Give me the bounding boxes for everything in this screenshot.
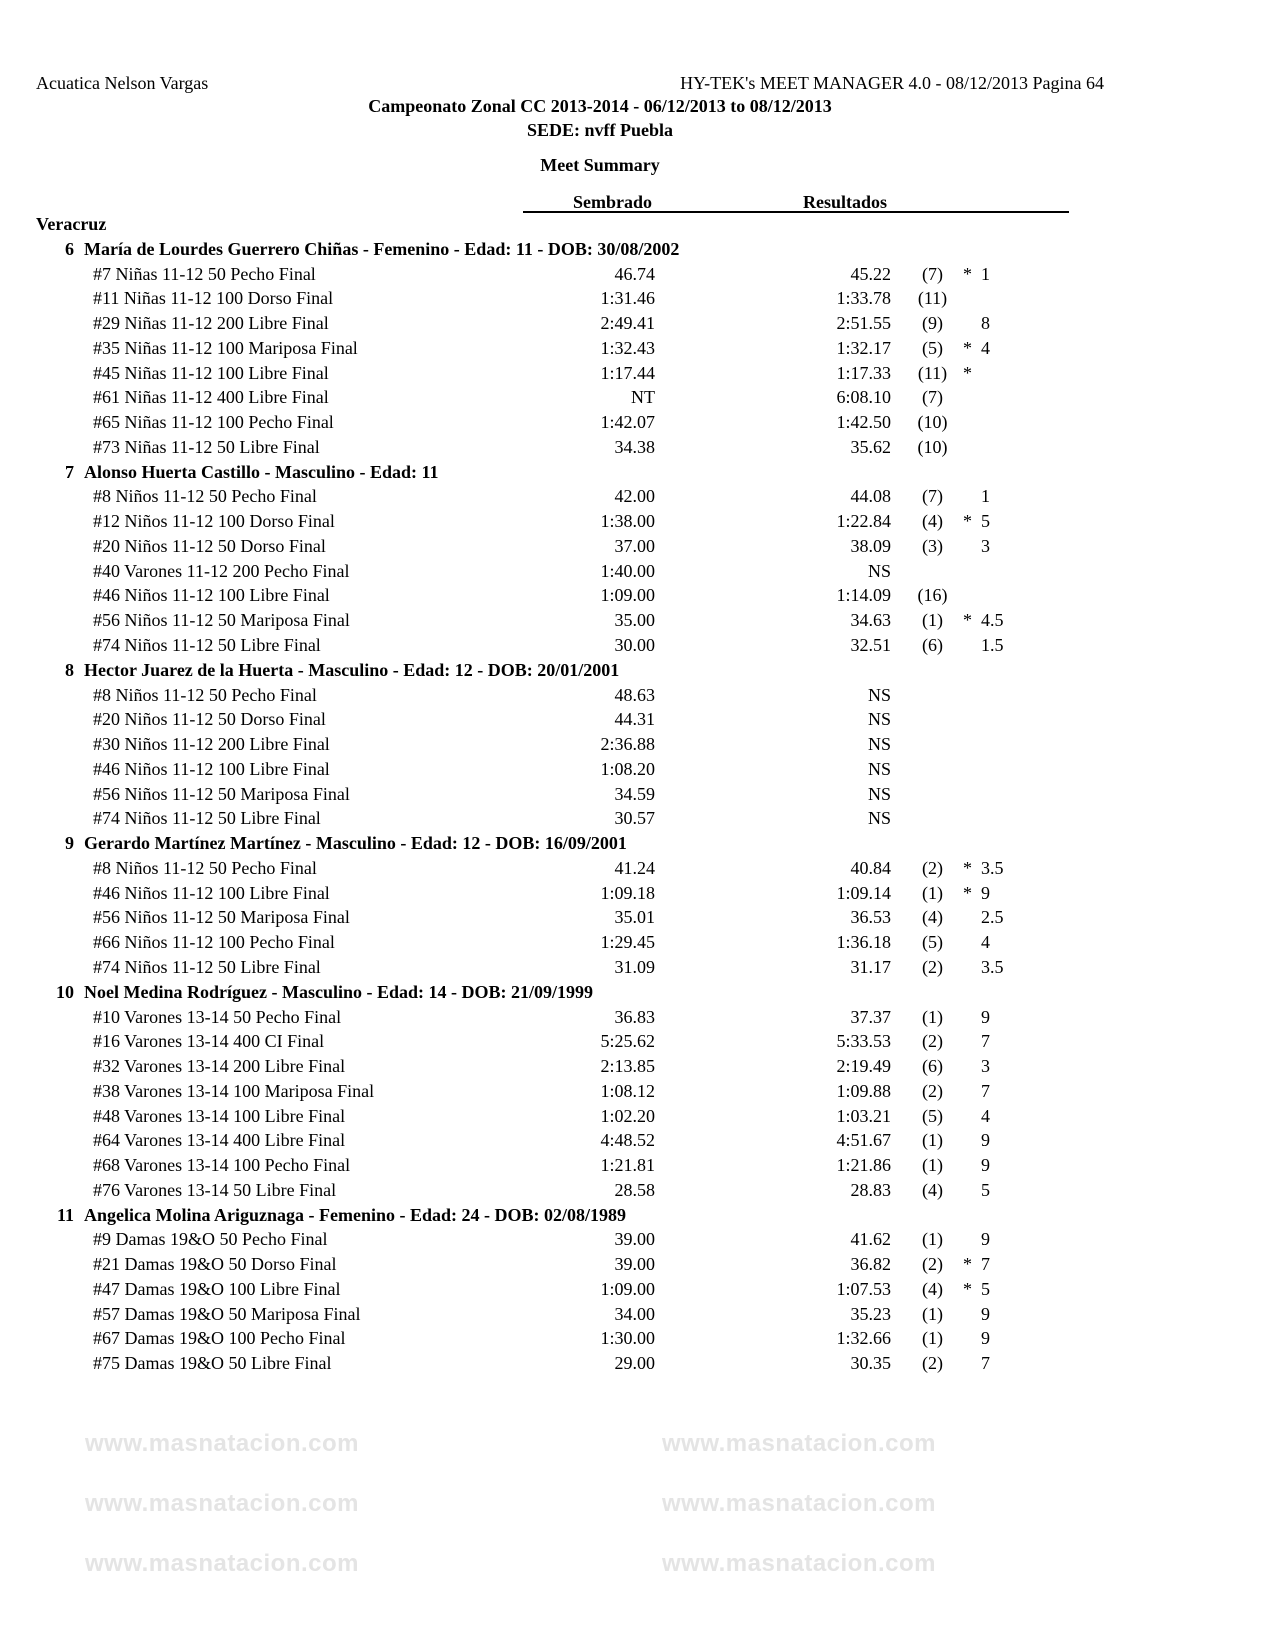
result-time: 34.63 bbox=[850, 610, 891, 631]
seed-time: 34.59 bbox=[614, 783, 655, 804]
swimmer-info: María de Lourdes Guerrero Chiñas - Femenino - Edad: 11 - DOB: 30/08/2002 bbox=[84, 238, 680, 259]
result-time: 38.09 bbox=[850, 535, 891, 556]
place: (1) bbox=[922, 882, 943, 903]
table-row bbox=[0, 484, 1275, 509]
result-time: NS bbox=[867, 758, 891, 779]
place: (5) bbox=[922, 932, 943, 953]
seed-time: 39.00 bbox=[614, 1254, 655, 1275]
seed-time: 34.00 bbox=[614, 1303, 655, 1324]
improvement-mark: * bbox=[963, 610, 972, 631]
place: (1) bbox=[922, 1130, 943, 1151]
points: 1 bbox=[981, 263, 990, 284]
seed-time: 2:13.85 bbox=[600, 1056, 655, 1077]
table-row bbox=[0, 262, 1275, 287]
place: (4) bbox=[922, 907, 943, 928]
table-row bbox=[0, 757, 1275, 782]
table-row bbox=[0, 1054, 1275, 1079]
event-name: #65 Niñas 11-12 100 Pecho Final bbox=[93, 412, 334, 433]
table-row bbox=[0, 707, 1275, 732]
points: 4 bbox=[981, 932, 990, 953]
event-name: #32 Varones 13-14 200 Libre Final bbox=[93, 1056, 346, 1077]
result-time: 36.82 bbox=[850, 1254, 891, 1275]
event-name: #45 Niñas 11-12 100 Libre Final bbox=[93, 362, 329, 383]
place: (4) bbox=[922, 1179, 943, 1200]
place: (2) bbox=[922, 1031, 943, 1052]
event-name: #29 Niñas 11-12 200 Libre Final bbox=[93, 313, 329, 334]
result-time: 1:22.84 bbox=[836, 511, 891, 532]
place: (6) bbox=[922, 635, 943, 656]
swimmer-info: Alonso Huerta Castillo - Masculino - Edad: 11 bbox=[84, 461, 439, 482]
result-time: 1:17.33 bbox=[836, 362, 891, 383]
event-name: #47 Damas 19&O 100 Libre Final bbox=[93, 1278, 341, 1299]
points: 1.5 bbox=[981, 635, 1004, 656]
place: (2) bbox=[922, 1353, 943, 1374]
place: (7) bbox=[922, 387, 943, 408]
table-row bbox=[0, 633, 1275, 658]
event-name: #20 Niños 11-12 50 Dorso Final bbox=[93, 535, 326, 556]
report-title: Meet Summary bbox=[540, 155, 660, 175]
table-row bbox=[0, 806, 1275, 831]
swimmer-number: 7 bbox=[65, 461, 74, 482]
place: (3) bbox=[922, 535, 943, 556]
improvement-mark: * bbox=[963, 882, 972, 903]
swimmer-header bbox=[0, 658, 1275, 683]
event-name: #8 Niños 11-12 50 Pecho Final bbox=[93, 486, 317, 507]
result-time: 1:36.18 bbox=[836, 932, 891, 953]
seed-time: 46.74 bbox=[614, 263, 655, 284]
points: 9 bbox=[981, 1303, 990, 1324]
points: 9 bbox=[981, 882, 990, 903]
event-name: #11 Niñas 11-12 100 Dorso Final bbox=[93, 288, 334, 309]
place: (7) bbox=[922, 486, 943, 507]
result-time: 1:42.50 bbox=[836, 412, 891, 433]
table-row bbox=[0, 782, 1275, 807]
table-row bbox=[0, 1104, 1275, 1129]
event-name: #46 Niños 11-12 100 Libre Final bbox=[93, 882, 330, 903]
table-row bbox=[0, 955, 1275, 980]
points: 9 bbox=[981, 1006, 990, 1027]
event-name: #57 Damas 19&O 50 Mariposa Final bbox=[93, 1303, 361, 1324]
improvement-mark: * bbox=[963, 263, 972, 284]
place: (1) bbox=[922, 1229, 943, 1250]
result-time: 44.08 bbox=[850, 486, 891, 507]
points: 9 bbox=[981, 1328, 990, 1349]
result-time: 1:09.14 bbox=[836, 882, 891, 903]
event-name: #61 Niñas 11-12 400 Libre Final bbox=[93, 387, 329, 408]
table-row bbox=[0, 930, 1275, 955]
seed-time: 41.24 bbox=[614, 857, 655, 878]
watermark: www.masnatacion.com bbox=[85, 1550, 360, 1577]
table-row bbox=[0, 732, 1275, 757]
event-name: #48 Varones 13-14 100 Libre Final bbox=[93, 1105, 346, 1126]
result-time: 1:14.09 bbox=[836, 585, 891, 606]
seed-time: 35.01 bbox=[614, 907, 655, 928]
place: (2) bbox=[922, 1254, 943, 1275]
event-name: #46 Niños 11-12 100 Libre Final bbox=[93, 585, 330, 606]
result-time: 1:09.88 bbox=[836, 1080, 891, 1101]
table-row bbox=[0, 856, 1275, 881]
result-time: 36.53 bbox=[850, 907, 891, 928]
event-name: #73 Niñas 11-12 50 Libre Final bbox=[93, 436, 320, 457]
watermark: www.masnatacion.com bbox=[85, 1490, 360, 1517]
swimmer-info: Noel Medina Rodríguez - Masculino - Edad: 14 - DOB: 21/09/1999 bbox=[84, 981, 593, 1002]
place: (10) bbox=[917, 436, 948, 457]
event-name: #56 Niños 11-12 50 Mariposa Final bbox=[93, 907, 350, 928]
improvement-mark: * bbox=[963, 511, 972, 532]
table-row bbox=[0, 1351, 1275, 1376]
seed-time: 1:09.00 bbox=[600, 585, 655, 606]
seed-time: NT bbox=[631, 387, 655, 408]
seed-time: 1:21.81 bbox=[600, 1155, 655, 1176]
table-row bbox=[0, 905, 1275, 930]
swimmer-header bbox=[0, 980, 1275, 1005]
watermark: www.masnatacion.com bbox=[85, 1430, 360, 1457]
column-header-seed: Sembrado bbox=[572, 192, 652, 212]
result-time: NS bbox=[867, 709, 891, 730]
swimmer-header bbox=[0, 460, 1275, 485]
points: 9 bbox=[981, 1229, 990, 1250]
table-row bbox=[0, 361, 1275, 386]
improvement-mark: * bbox=[963, 857, 972, 878]
table-row bbox=[0, 1128, 1275, 1153]
result-time: 6:08.10 bbox=[836, 387, 891, 408]
event-name: #74 Niños 11-12 50 Libre Final bbox=[93, 635, 321, 656]
table-row bbox=[0, 608, 1275, 633]
seed-time: 1:30.00 bbox=[600, 1328, 655, 1349]
event-name: #38 Varones 13-14 100 Mariposa Final bbox=[93, 1080, 375, 1101]
place: (5) bbox=[922, 1105, 943, 1126]
table-row bbox=[0, 286, 1275, 311]
table-row bbox=[0, 1302, 1275, 1327]
table-row bbox=[0, 509, 1275, 534]
event-name: #12 Niños 11-12 100 Dorso Final bbox=[93, 511, 335, 532]
points: 5 bbox=[981, 1179, 990, 1200]
result-time: 1:03.21 bbox=[836, 1105, 891, 1126]
seed-time: 39.00 bbox=[614, 1229, 655, 1250]
seed-time: 1:31.46 bbox=[600, 288, 655, 309]
points: 4.5 bbox=[981, 610, 1004, 631]
event-name: #30 Niños 11-12 200 Libre Final bbox=[93, 734, 330, 755]
place: (9) bbox=[922, 313, 943, 334]
watermark: www.masnatacion.com bbox=[662, 1550, 937, 1577]
table-row bbox=[0, 534, 1275, 559]
place: (1) bbox=[922, 1006, 943, 1027]
result-time: 35.23 bbox=[850, 1303, 891, 1324]
event-name: #66 Niños 11-12 100 Pecho Final bbox=[93, 932, 335, 953]
swimmer-info: Hector Juarez de la Huerta - Masculino - Edad: 12 - DOB: 20/01/2001 bbox=[84, 659, 620, 680]
seed-time: 1:08.20 bbox=[600, 758, 655, 779]
event-name: #35 Niñas 11-12 100 Mariposa Final bbox=[93, 337, 358, 358]
points: 9 bbox=[981, 1155, 990, 1176]
table-row bbox=[0, 1178, 1275, 1203]
place: (1) bbox=[922, 610, 943, 631]
points: 9 bbox=[981, 1130, 990, 1151]
seed-time: 44.31 bbox=[614, 709, 655, 730]
place: (5) bbox=[922, 337, 943, 358]
event-name: #40 Varones 11-12 200 Pecho Final bbox=[93, 560, 350, 581]
watermark: www.masnatacion.com bbox=[662, 1490, 937, 1517]
table-row bbox=[0, 1277, 1275, 1302]
table-row bbox=[0, 1079, 1275, 1104]
place: (1) bbox=[922, 1155, 943, 1176]
seed-time: 29.00 bbox=[614, 1353, 655, 1374]
swimmer-header bbox=[0, 237, 1275, 262]
place: (1) bbox=[922, 1328, 943, 1349]
table-row bbox=[0, 336, 1275, 361]
seed-time: 30.57 bbox=[614, 808, 655, 829]
result-time: 30.35 bbox=[850, 1353, 891, 1374]
table-row bbox=[0, 1153, 1275, 1178]
event-name: #46 Niños 11-12 100 Libre Final bbox=[93, 758, 330, 779]
seed-time: 1:40.00 bbox=[600, 560, 655, 581]
swimmer-header bbox=[0, 831, 1275, 856]
table-row bbox=[0, 1005, 1275, 1030]
place: (6) bbox=[922, 1056, 943, 1077]
seed-time: 28.58 bbox=[614, 1179, 655, 1200]
points: 8 bbox=[981, 313, 990, 334]
result-time: 32.51 bbox=[850, 635, 891, 656]
points: 3 bbox=[981, 535, 990, 556]
result-time: 2:19.49 bbox=[836, 1056, 891, 1077]
seed-time: 1:38.00 bbox=[600, 511, 655, 532]
place: (2) bbox=[922, 857, 943, 878]
result-time: NS bbox=[867, 684, 891, 705]
points: 4 bbox=[981, 337, 990, 358]
result-time: 4:51.67 bbox=[836, 1130, 891, 1151]
event-name: #20 Niños 11-12 50 Dorso Final bbox=[93, 709, 326, 730]
watermark: www.masnatacion.com bbox=[662, 1430, 937, 1457]
points: 5 bbox=[981, 511, 990, 532]
place: (16) bbox=[917, 585, 948, 606]
seed-time: 31.09 bbox=[614, 956, 655, 977]
event-name: #10 Varones 13-14 50 Pecho Final bbox=[93, 1006, 342, 1027]
column-header-results: Resultados bbox=[802, 192, 887, 212]
points: 1 bbox=[981, 486, 990, 507]
points: 7 bbox=[981, 1080, 990, 1101]
event-name: #75 Damas 19&O 50 Libre Final bbox=[93, 1353, 332, 1374]
improvement-mark: * bbox=[963, 1254, 972, 1275]
seed-time: 1:09.18 bbox=[600, 882, 655, 903]
seed-time: 30.00 bbox=[614, 635, 655, 656]
table-row bbox=[0, 311, 1275, 336]
seed-time: 34.38 bbox=[614, 436, 655, 457]
place: (11) bbox=[917, 288, 948, 309]
result-time: NS bbox=[867, 734, 891, 755]
result-time: 31.17 bbox=[850, 956, 891, 977]
table-row bbox=[0, 1326, 1275, 1351]
swimmer-number: 8 bbox=[65, 659, 74, 680]
swimmer-number: 6 bbox=[65, 238, 74, 259]
event-name: #74 Niños 11-12 50 Libre Final bbox=[93, 808, 321, 829]
meet-title: Campeonato Zonal CC 2013-2014 - 06/12/2013 to 08/12/2013 bbox=[368, 96, 832, 116]
result-time: 1:21.86 bbox=[836, 1155, 891, 1176]
swimmer-info: Angelica Molina Ariguznaga - Femenino - Edad: 24 - DOB: 02/08/1989 bbox=[84, 1204, 626, 1225]
result-time: 45.22 bbox=[850, 263, 891, 284]
event-name: #21 Damas 19&O 50 Dorso Final bbox=[93, 1254, 337, 1275]
seed-time: 37.00 bbox=[614, 535, 655, 556]
result-time: 5:33.53 bbox=[836, 1031, 891, 1052]
seed-time: 1:29.45 bbox=[600, 932, 655, 953]
event-name: #64 Varones 13-14 400 Libre Final bbox=[93, 1130, 346, 1151]
points: 7 bbox=[981, 1031, 990, 1052]
place: (10) bbox=[917, 412, 948, 433]
table-row bbox=[0, 435, 1275, 460]
seed-time: 5:25.62 bbox=[600, 1031, 655, 1052]
result-time: 1:32.66 bbox=[836, 1328, 891, 1349]
improvement-mark: * bbox=[963, 362, 972, 383]
result-time: 35.62 bbox=[850, 436, 891, 457]
event-name: #16 Varones 13-14 400 CI Final bbox=[93, 1031, 325, 1052]
place: (7) bbox=[922, 263, 943, 284]
improvement-mark: * bbox=[963, 337, 972, 358]
seed-time: 1:17.44 bbox=[600, 362, 655, 383]
result-time: 41.62 bbox=[850, 1229, 891, 1250]
result-time: 2:51.55 bbox=[836, 313, 891, 334]
seed-time: 1:42.07 bbox=[600, 412, 655, 433]
swimmer-number: 10 bbox=[56, 981, 74, 1002]
table-row bbox=[0, 881, 1275, 906]
venue: SEDE: nvff Puebla bbox=[526, 120, 674, 140]
place: (11) bbox=[917, 362, 948, 383]
table-row bbox=[0, 385, 1275, 410]
place: (2) bbox=[922, 1080, 943, 1101]
result-time: 1:07.53 bbox=[836, 1278, 891, 1299]
result-time: 40.84 bbox=[850, 857, 891, 878]
event-name: #56 Niños 11-12 50 Mariposa Final bbox=[93, 610, 350, 631]
event-name: #68 Varones 13-14 100 Pecho Final bbox=[93, 1155, 351, 1176]
result-time: 1:32.17 bbox=[836, 337, 891, 358]
result-time: 37.37 bbox=[850, 1006, 891, 1027]
event-name: #74 Niños 11-12 50 Libre Final bbox=[93, 956, 321, 977]
points: 7 bbox=[981, 1254, 990, 1275]
points: 3.5 bbox=[981, 857, 1004, 878]
swimmer-number: 11 bbox=[56, 1204, 74, 1225]
points: 3 bbox=[981, 1056, 990, 1077]
table-row bbox=[0, 559, 1275, 584]
event-name: #8 Niños 11-12 50 Pecho Final bbox=[93, 857, 317, 878]
table-row bbox=[0, 583, 1275, 608]
place: (4) bbox=[922, 1278, 943, 1299]
seed-time: 48.63 bbox=[614, 684, 655, 705]
table-row bbox=[0, 683, 1275, 708]
result-time: 28.83 bbox=[850, 1179, 891, 1200]
seed-time: 35.00 bbox=[614, 610, 655, 631]
seed-time: 1:02.20 bbox=[600, 1105, 655, 1126]
organization-name: Acuatica Nelson Vargas bbox=[36, 73, 209, 93]
seed-time: 2:36.88 bbox=[600, 734, 655, 755]
seed-time: 36.83 bbox=[614, 1006, 655, 1027]
points: 7 bbox=[981, 1353, 990, 1374]
table-row bbox=[0, 1029, 1275, 1054]
result-time: NS bbox=[867, 808, 891, 829]
result-time: NS bbox=[867, 783, 891, 804]
result-time: 1:33.78 bbox=[836, 288, 891, 309]
points: 2.5 bbox=[981, 907, 1004, 928]
seed-time: 1:09.00 bbox=[600, 1278, 655, 1299]
event-name: #76 Varones 13-14 50 Libre Final bbox=[93, 1179, 337, 1200]
swimmer-header bbox=[0, 1203, 1275, 1228]
event-name: #67 Damas 19&O 100 Pecho Final bbox=[93, 1328, 346, 1349]
team-name: Veracruz bbox=[36, 214, 107, 234]
swimmer-number: 9 bbox=[65, 833, 74, 854]
seed-time: 4:48.52 bbox=[600, 1130, 655, 1151]
seed-time: 1:32.43 bbox=[600, 337, 655, 358]
event-name: #7 Niñas 11-12 50 Pecho Final bbox=[93, 263, 316, 284]
place: (4) bbox=[922, 511, 943, 532]
points: 5 bbox=[981, 1278, 990, 1299]
event-name: #56 Niños 11-12 50 Mariposa Final bbox=[93, 783, 350, 804]
event-name: #8 Niños 11-12 50 Pecho Final bbox=[93, 684, 317, 705]
result-time: NS bbox=[867, 560, 891, 581]
table-row bbox=[0, 1227, 1275, 1252]
place: (2) bbox=[922, 956, 943, 977]
results-list bbox=[0, 212, 1275, 1376]
table-row bbox=[0, 410, 1275, 435]
event-name: #9 Damas 19&O 50 Pecho Final bbox=[93, 1229, 328, 1250]
seed-time: 42.00 bbox=[614, 486, 655, 507]
points: 4 bbox=[981, 1105, 990, 1126]
software-page-info: HY-TEK's MEET MANAGER 4.0 - 08/12/2013 Pagina 64 bbox=[680, 73, 1104, 93]
swimmer-info: Gerardo Martínez Martínez - Masculino - Edad: 12 - DOB: 16/09/2001 bbox=[84, 833, 627, 854]
seed-time: 2:49.41 bbox=[600, 313, 655, 334]
table-row bbox=[0, 1252, 1275, 1277]
team-row bbox=[0, 212, 1275, 237]
seed-time: 1:08.12 bbox=[600, 1080, 655, 1101]
place: (1) bbox=[922, 1303, 943, 1324]
points: 3.5 bbox=[981, 956, 1004, 977]
improvement-mark: * bbox=[963, 1278, 972, 1299]
